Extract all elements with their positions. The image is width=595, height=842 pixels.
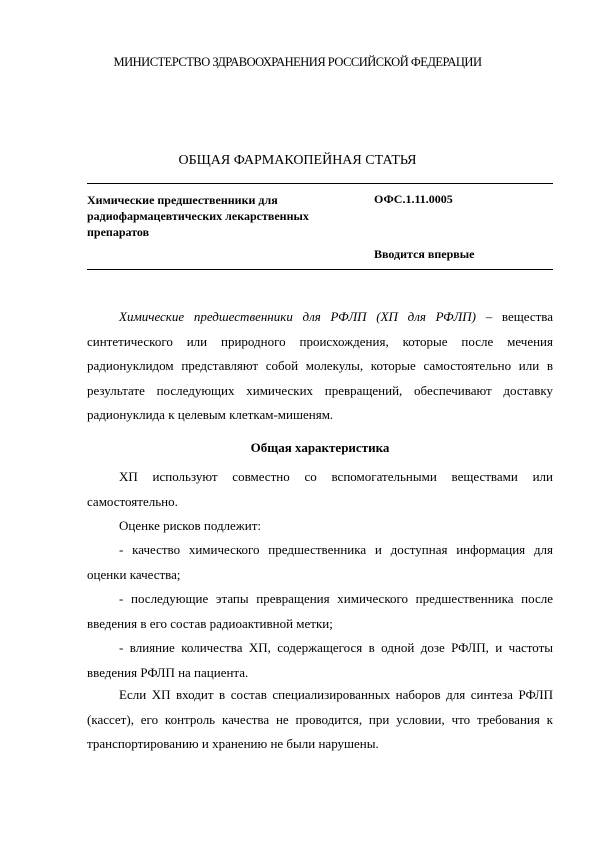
article-code: ОФС.1.11.0005 [374, 192, 453, 206]
bottom-divider [87, 269, 553, 270]
definition-text: – вещества синтетического или природного происхождения, которые после мечения радионуклидом представляют собой молекулы, которые самостоятельно или в результате последующих химических превращений, обеспечивают доставку радионуклида к целевым клеткам-мишеням. [87, 309, 554, 422]
definition-paragraph [87, 305, 553, 428]
section-heading: Общая характеристика [250, 440, 390, 455]
kits-paragraph: Если ХП входит в состав специализированных наборов для синтеза РФЛП (кассет), его контроль качества не проводится, при условии, что требования к транспортированию и хранению не были нарушены. [87, 687, 553, 751]
risk-item: - качество химического предшественника и доступная информация для оценки качества; [87, 542, 553, 582]
article-status: Вводится впервые [374, 247, 475, 261]
document-title: ОБЩАЯ ФАРМАКОПЕЙНАЯ СТАТЬЯ [178, 153, 417, 168]
top-divider [87, 183, 553, 184]
usage-paragraph: ХП используют совместно со вспомогательными веществами или самостоятельно. [87, 469, 553, 509]
risk-intro-paragraph: Оценке рисков подлежит: [119, 518, 262, 533]
risk-item: - последующие этапы превращения химического предшественника после введения в его состав радиоактивной метки; [87, 591, 553, 631]
risk-item: - влияние количества ХП, содержащегося в одной дозе РФЛП, и частоты введения РФЛП на пациента. [87, 640, 553, 680]
ministry-header: МИНИСТЕРСТВО ЗДРАВООХРАНЕНИЯ РОССИЙСКОЙ ФЕДЕРАЦИИ [113, 55, 482, 69]
article-name: Химические предшественники для радиофармацевтических лекарственных препаратов [87, 193, 309, 239]
defined-term: Химические предшественники для РФЛП (ХП для РФЛП) [119, 309, 476, 324]
